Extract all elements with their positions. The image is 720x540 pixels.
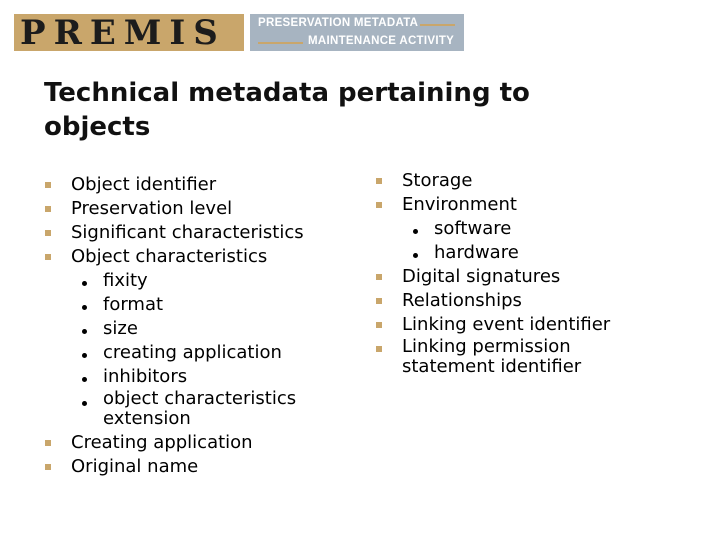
square-bullet-icon: [376, 274, 382, 280]
list-item-text: Relationships: [402, 290, 522, 311]
list-item: [375, 193, 675, 265]
sub-list: [402, 217, 675, 265]
premis-logo: [14, 14, 464, 51]
right-bullet-list: [375, 169, 675, 379]
square-bullet-icon: [45, 464, 51, 470]
square-bullet-icon: [45, 230, 51, 236]
logo-tagline: [250, 14, 464, 51]
list-item: [44, 431, 344, 455]
list-item-text: Object identifier: [71, 174, 217, 195]
square-bullet-icon: [376, 346, 382, 352]
square-bullet-icon: [45, 182, 51, 188]
square-bullet-icon: [376, 202, 382, 208]
sub-list-item: format: [71, 293, 344, 317]
round-bullet-icon: [413, 253, 418, 258]
tagline-rule: [420, 24, 455, 26]
list-item-text: Storage: [402, 170, 473, 191]
logo-wordmark: PREMIS: [14, 14, 244, 51]
list-item: [44, 245, 344, 431]
round-bullet-icon: [82, 377, 87, 382]
list-item: [375, 337, 675, 379]
list-item-text: Significant characteristics: [71, 222, 304, 243]
list-item: [375, 169, 675, 193]
list-item: [44, 197, 344, 221]
list-item-text: Creating application: [71, 432, 253, 453]
left-bullet-list: [44, 173, 344, 479]
list-item: [44, 455, 344, 479]
sub-list-item: software: [402, 217, 675, 241]
sub-list-item: creating application: [71, 341, 344, 365]
list-item-text: Digital signatures: [402, 266, 561, 287]
round-bullet-icon: [82, 401, 87, 406]
round-bullet-icon: [82, 353, 87, 358]
sub-list-item: hardware: [402, 241, 675, 265]
list-item-text: Environment: [402, 194, 517, 215]
sub-list-item: inhibitors: [71, 365, 344, 389]
square-bullet-icon: [376, 178, 382, 184]
round-bullet-icon: [82, 329, 87, 334]
tagline-rule: [258, 42, 303, 44]
list-item: [44, 173, 344, 197]
list-item-text: Object characteristics: [71, 246, 268, 267]
round-bullet-icon: [413, 229, 418, 234]
sub-list-item: fixity: [71, 269, 344, 293]
round-bullet-icon: [82, 305, 87, 310]
list-item-text: Linking permission statement identifier: [402, 336, 582, 377]
list-item-text: Linking event identifier: [402, 314, 611, 335]
sub-list-item: size: [71, 317, 344, 341]
list-item-text: Original name: [71, 456, 199, 477]
tagline-line1: PRESERVATION METADATA: [258, 17, 419, 29]
list-item: [375, 313, 675, 337]
sub-list-item: object characteristics extension: [71, 389, 344, 431]
slide-title: Technical metadata pertaining to objects: [44, 78, 530, 142]
tagline-line2: MAINTENANCE ACTIVITY: [308, 35, 455, 47]
square-bullet-icon: [45, 254, 51, 260]
round-bullet-icon: [82, 281, 87, 286]
list-item: [375, 265, 675, 289]
sub-list: [71, 269, 344, 431]
square-bullet-icon: [376, 322, 382, 328]
square-bullet-icon: [45, 206, 51, 212]
square-bullet-icon: [45, 440, 51, 446]
list-item: [44, 221, 344, 245]
square-bullet-icon: [376, 298, 382, 304]
list-item: [375, 289, 675, 313]
list-item-text: Preservation level: [71, 198, 233, 219]
